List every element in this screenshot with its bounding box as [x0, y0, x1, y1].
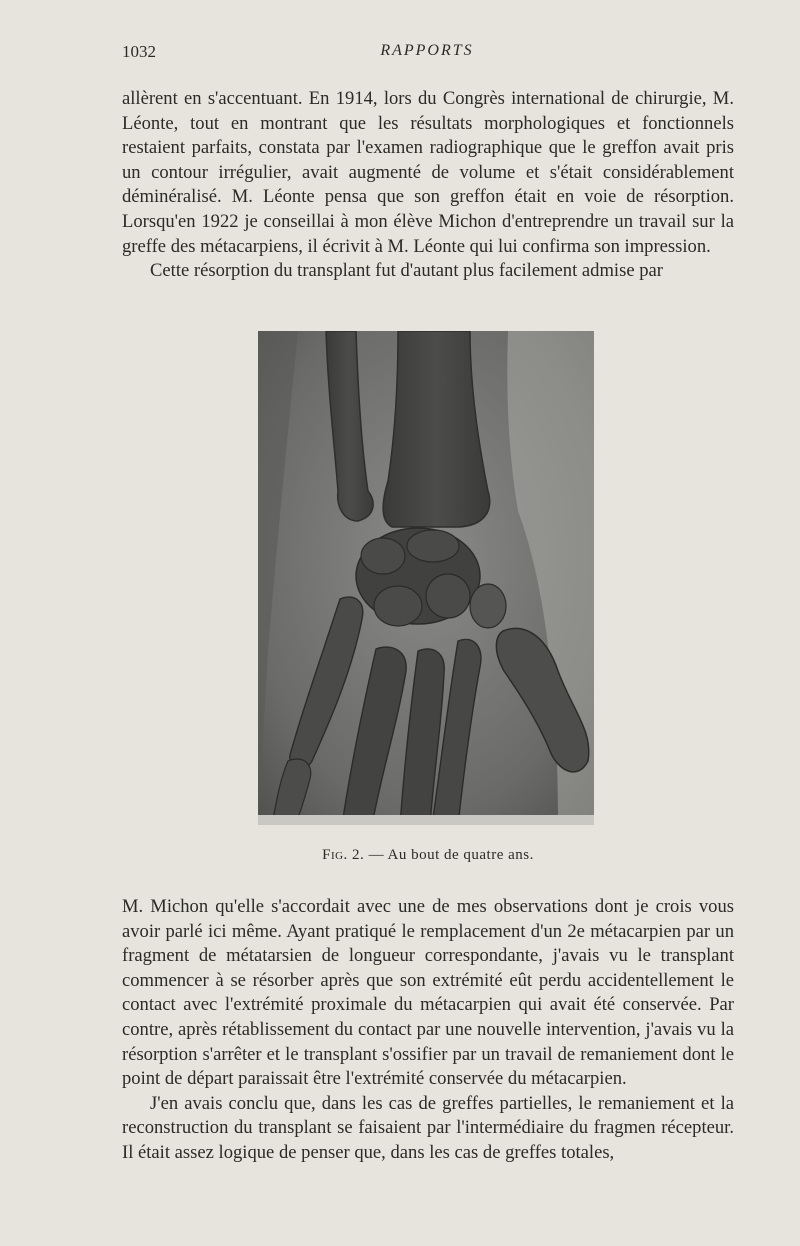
paragraph: allèrent en s'accentuant. En 1914, lors du Congrès international de chirurgie, M. Léonte, tout en montrant que les résultats morphologiques et fonctionnels restaient parfaits, constata par l'examen radiographique que le greffon avait pris un contour irrégulier, avait augmenté de volume et s'était considérablement déminéralisé. M. Léonte pensa que son greffon était en voie de résorption. Lorsqu'en 1922 je conseillai à mon élève Michon d'entreprendre un travail sur la greffe des métacarpiens, il écrivit à M. Léonte qui lui confirma son impression.	[122, 88, 734, 257]
paragraph: Cette résorption du transplant fut d'autant plus facilement admise par	[150, 260, 663, 282]
text-block-bottom	[122, 895, 734, 1166]
running-title: RAPPORTS	[380, 42, 474, 59]
wrist-xray-image	[258, 331, 594, 825]
figure-caption-text: — Au bout de quatre ans.	[364, 847, 534, 863]
paragraph: M. Michon qu'elle s'accordait avec une de mes observations dont je crois vous avoir parlé ici même. Ayant pratiqué le remplacement d'un 2e métacarpien par un fragment de métatarsien de longueur correspondante, j'avais vu le transplant commencer à se résorber après que son extrémité eût perdu accidentellement le contact avec l'extrémité proximale du métacarpien qui avait été conservée. Par contre, après rétablissement du contact par une nouvelle intervention, j'avais vu la résorption s'arrêter et le transplant s'ossifier par un travail de remaniement dont le point de départ paraissait être l'extrémité conservée du métacarpien.	[122, 896, 734, 1090]
xray-figure	[258, 331, 594, 825]
page-header	[122, 42, 732, 66]
figure-label: Fig. 2.	[322, 847, 365, 863]
page-number: 1032	[122, 42, 156, 61]
text-block-top	[122, 87, 734, 284]
paragraph: J'en avais conclu que, dans les cas de greffes partielles, le remaniement et la reconstruction du transplant se faisaient par l'intermédiaire du fragmen récepteur. Il était assez logique de penser que, dans les cas de greffes totales,	[122, 1092, 734, 1163]
figure-caption	[122, 847, 734, 864]
